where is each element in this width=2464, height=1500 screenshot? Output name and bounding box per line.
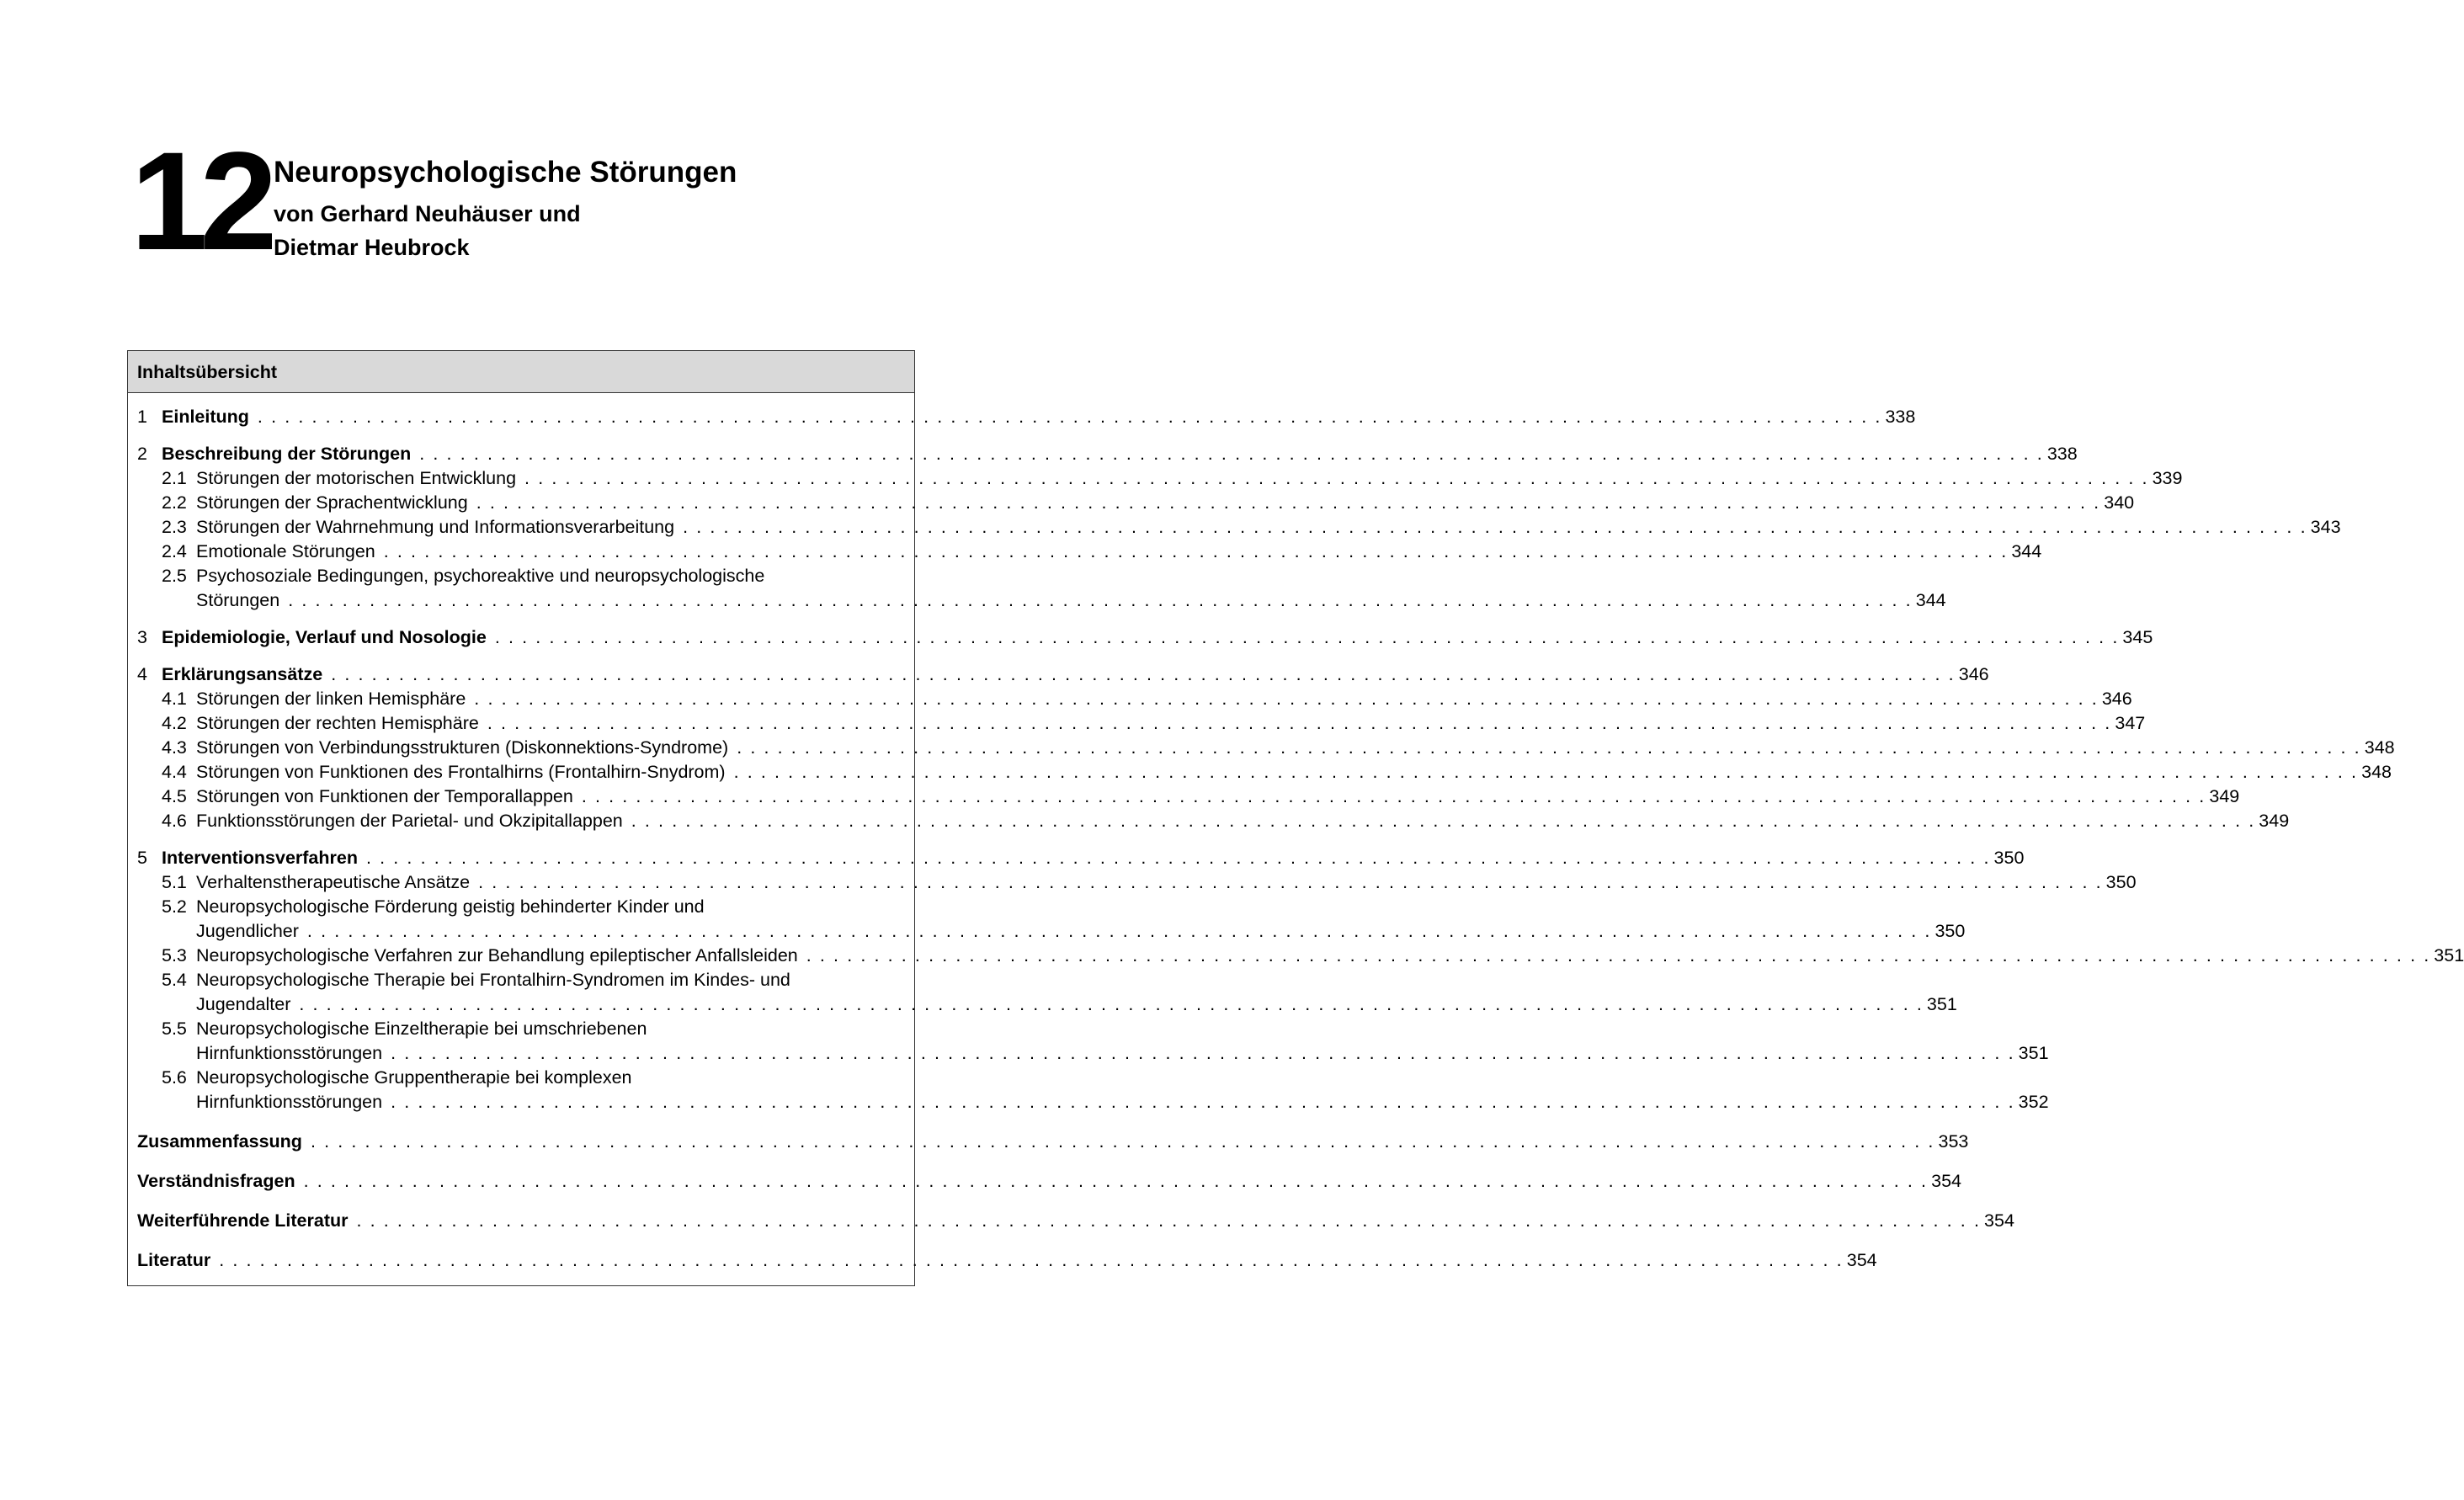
toc-entry-label-continued: Jugendalter — [196, 994, 291, 1014]
toc-entry[interactable] — [137, 1209, 2014, 1233]
toc-entry-label: Neuropsychologische Gruppentherapie bei komplexen — [196, 1067, 632, 1088]
toc-entry-label: Funktionsstörungen der Parietal- und Okzipitallappen — [196, 811, 623, 831]
toc-entry[interactable] — [137, 785, 2240, 809]
toc-entry-page: 340 — [2104, 492, 2135, 513]
toc-entry-number: 4.1 — [162, 689, 187, 709]
toc-leader-dots: . . . . . . . . . . . . . . . . . . . . . . . . . . . . . . . . . . . . . . . . . . . . . . . . . . . . . . . . . . . . . . . . . . . . . . . . . . . . . . . . . . . . . . . . . . . . . . . . . . . . . . . . . . . . . . . . . . . . . . . . — [306, 921, 1932, 941]
toc-gap — [137, 1114, 902, 1130]
authors-line-1: von Gerhard Neuhäuser und — [274, 201, 581, 226]
toc-entry-label: Zusammenfassung — [137, 1131, 302, 1152]
toc-entry-page: 351 — [2018, 1043, 2049, 1063]
toc-entry-label: Störungen der linken Hemisphäre — [196, 689, 466, 709]
toc-entry-number: 4.4 — [162, 762, 187, 782]
toc-leader-dots: . . . . . . . . . . . . . . . . . . . . . . . . . . . . . . . . . . . . . . . . . . . . . . . . . . . . . . . . . . . . . . . . . . . . . . . . . . . . . . . . . . . . . . . . . . . . . . . . . . . . . . . . . . . . . . . . . . . . . . . . — [257, 407, 1882, 427]
toc-entry-label: Beschreibung der Störungen — [162, 444, 412, 464]
toc-entry-label: Verständnisfragen — [137, 1171, 295, 1191]
toc-leader-dots: . . . . . . . . . . . . . . . . . . . . . . . . . . . . . . . . . . . . . . . . . . . . . . . . . . . . . . . . . . . . . . . . . . . . . . . . . . . . . . . . . . . . . . . . . . . . . . . . . . . . . . . . . . . . . . . . . . . . . . . . — [733, 762, 2359, 782]
toc-entry-number: 2.1 — [162, 468, 187, 488]
chapter-authors — [274, 197, 947, 264]
toc-entry[interactable] — [137, 1066, 902, 1090]
toc-leader-dots: . . . . . . . . . . . . . . . . . . . . . . . . . . . . . . . . . . . . . . . . . . . . . . . . . . . . . . . . . . . . . . . . . . . . . . . . . . . . . . . . . . . . . . . . . . . . . . . . . . . . . . . . . . . . . . . . . . . . . . . . — [310, 1131, 1935, 1152]
toc-entry-page: 347 — [2115, 713, 2146, 733]
toc-leader-dots: . . . . . . . . . . . . . . . . . . . . . . . . . . . . . . . . . . . . . . . . . . . . . . . . . . . . . . . . . . . . . . . . . . . . . . . . . . . . . . . . . . . . . . . . . . . . . . . . . . . . . . . . . . . . . . . . . . . . . . . . — [631, 811, 2256, 831]
toc-entry-label: Interventionsverfahren — [162, 848, 358, 868]
toc-entry-number: 2.2 — [162, 492, 187, 513]
toc-entry[interactable] — [137, 564, 902, 588]
toc-entry-label: Einleitung — [162, 407, 249, 427]
toc-entry-page: 339 — [2152, 468, 2183, 488]
toc-entry[interactable] — [137, 442, 2078, 466]
toc-leader-dots: . . . . . . . . . . . . . . . . . . . . . . . . . . . . . . . . . . . . . . . . . . . . . . . . . . . . . . . . . . . . . . . . . . . . . . . . . . . . . . . . . . . . . . . . . . . . . . . . . . . . . . . . . . . . . . . . . . . . . . . . — [476, 492, 2101, 513]
toc-leader-dots: . . . . . . . . . . . . . . . . . . . . . . . . . . . . . . . . . . . . . . . . . . . . . . . . . . . . . . . . . . . . . . . . . . . . . . . . . . . . . . . . . . . . . . . . . . . . . . . . . . . . . . . . . . . . . . . . . . . . . . . . — [365, 848, 1991, 868]
toc-entry-number: 2.4 — [162, 541, 187, 561]
toc-entry-continuation[interactable] — [137, 1041, 2049, 1066]
toc-entry-number: 5.3 — [162, 945, 187, 965]
toc-leader-dots: . . . . . . . . . . . . . . . . . . . . . . . . . . . . . . . . . . . . . . . . . . . . . . . . . . . . . . . . . . . . . . . . . . . . . . . . . . . . . . . . . . . . . . . . . . . . . . . . . . . . . . . . . . . . . . . . . . . . . . . . — [494, 627, 2120, 647]
toc-leader-dots: . . . . . . . . . . . . . . . . . . . . . . . . . . . . . . . . . . . . . . . . . . . . . . . . . . . . . . . . . . . . . . . . . . . . . . . . . . . . . . . . . . . . . . . . . . . . . . . . . . . . . . . . . . . . . . . . . . . . . . . . — [219, 1250, 1844, 1270]
toc-entry-page: 354 — [1846, 1250, 1877, 1270]
toc-entry-number: 5.2 — [162, 896, 187, 917]
toc-leader-dots: . . . . . . . . . . . . . . . . . . . . . . . . . . . . . . . . . . . . . . . . . . . . . . . . . . . . . . . . . . . . . . . . . . . . . . . . . . . . . . . . . . . . . . . . . . . . . . . . . . . . . . . . . . . . . . . . . . . . . . . . — [419, 444, 2044, 464]
toc-entry[interactable] — [137, 1169, 1962, 1194]
toc-entry-number: 4 — [137, 664, 147, 684]
toc-leader-dots: . . . . . . . . . . . . . . . . . . . . . . . . . . . . . . . . . . . . . . . . . . . . . . . . . . . . . . . . . . . . . . . . . . . . . . . . . . . . . . . . . . . . . . . . . . . . . . . . . . . . . . . . . . . . . . . . . . . . . . . . — [524, 468, 2149, 488]
toc-entry-number: 4.5 — [162, 786, 187, 806]
toc-entry[interactable] — [137, 895, 902, 919]
toc-entry-page: 353 — [1938, 1131, 1969, 1152]
toc-header: Inhaltsübersicht — [128, 351, 914, 393]
toc-entry-number: 4.2 — [162, 713, 187, 733]
toc-leader-dots: . . . . . . . . . . . . . . . . . . . . . . . . . . . . . . . . . . . . . . . . . . . . . . . . . . . . . . . . . . . . . . . . . . . . . . . . . . . . . . . . . . . . . . . . . . . . . . . . . . . . . . . . . . . . . . . . . . . . . . . . — [331, 664, 1956, 684]
toc-entry-page: 348 — [2364, 737, 2395, 758]
toc-entry-page: 352 — [2018, 1092, 2049, 1112]
authors-line-2: Dietmar Heubrock — [274, 235, 470, 260]
toc-gap — [137, 613, 902, 625]
toc-body — [128, 393, 2464, 1273]
toc-entry-number: 2 — [137, 444, 147, 464]
toc-entry[interactable] — [137, 944, 2464, 968]
toc-entry-label: Neuropsychologische Förderung geistig behinderter Kinder und — [196, 896, 705, 917]
toc-entry-number: 5.4 — [162, 970, 187, 990]
toc-leader-dots: . . . . . . . . . . . . . . . . . . . . . . . . . . . . . . . . . . . . . . . . . . . . . . . . . . . . . . . . . . . . . . . . . . . . . . . . . . . . . . . . . . . . . . . . . . . . . . . . . . . . . . . . . . . . . . . . . . . . . . . . — [303, 1171, 1929, 1191]
toc-entry-label: Erklärungsansätze — [162, 664, 323, 684]
toc-entry-continuation[interactable] — [137, 919, 1966, 944]
toc-entry-label: Weiterführende Literatur — [137, 1210, 349, 1231]
toc-leader-dots: . . . . . . . . . . . . . . . . . . . . . . . . . . . . . . . . . . . . . . . . . . . . . . . . . . . . . . . . . . . . . . . . . . . . . . . . . . . . . . . . . . . . . . . . . . . . . . . . . . . . . . . . . . . . . . . . . . . . . . . . — [299, 994, 1924, 1014]
toc-entry-number: 5.6 — [162, 1067, 187, 1088]
toc-gap — [137, 650, 902, 662]
toc-entry[interactable] — [137, 625, 2153, 650]
toc-entry[interactable] — [137, 711, 2146, 736]
toc-entry-label: Neuropsychologische Verfahren zur Behandlung epileptischer Anfallsleiden — [196, 945, 798, 965]
toc-entry[interactable] — [137, 466, 2183, 491]
toc-leader-dots: . . . . . . . . . . . . . . . . . . . . . . . . . . . . . . . . . . . . . . . . . . . . . . . . . . . . . . . . . . . . . . . . . . . . . . . . . . . . . . . . . . . . . . . . . . . . . . . . . . . . . . . . . . . . . . . . . . . . . . . . — [581, 786, 2206, 806]
toc-entry-label: Verhaltenstherapeutische Ansätze — [196, 872, 471, 892]
chapter-title: Neuropsychologische Störungen — [274, 156, 737, 189]
toc-entry-page: 354 — [1984, 1210, 2014, 1231]
toc-entry-label: Epidemiologie, Verlauf und Nosologie — [162, 627, 487, 647]
toc-entry-label: Neuropsychologische Therapie bei Frontalhirn-Syndromen im Kindes- und — [196, 970, 790, 990]
toc-entry[interactable] — [137, 809, 2290, 833]
toc-entry-label: Störungen der rechten Hemisphäre — [196, 713, 479, 733]
toc-entry-label: Emotionale Störungen — [196, 541, 375, 561]
toc-entry[interactable] — [137, 760, 2392, 785]
toc-entry[interactable] — [137, 687, 2132, 711]
toc-gap — [137, 1154, 902, 1169]
toc-leader-dots: . . . . . . . . . . . . . . . . . . . . . . . . . . . . . . . . . . . . . . . . . . . . . . . . . . . . . . . . . . . . . . . . . . . . . . . . . . . . . . . . . . . . . . . . . . . . . . . . . . . . . . . . . . . . . . . . . . . . . . . . — [383, 541, 2009, 561]
toc-leader-dots: . . . . . . . . . . . . . . . . . . . . . . . . . . . . . . . . . . . . . . . . . . . . . . . . . . . . . . . . . . . . . . . . . . . . . . . . . . . . . . . . . . . . . . . . . . . . . . . . . . . . . . . . . . . . . . . . . . . . . . . . — [288, 590, 1913, 610]
toc-entry-page: 351 — [1926, 994, 1957, 1014]
toc-leader-dots: . . . . . . . . . . . . . . . . . . . . . . . . . . . . . . . . . . . . . . . . . . . . . . . . . . . . . . . . . . . . . . . . . . . . . . . . . . . . . . . . . . . . . . . . . . . . . . . . . . . . . . . . . . . . . . . . . . . . . . . . — [487, 713, 2112, 733]
toc-gap — [137, 1233, 902, 1248]
toc-entry[interactable] — [137, 1017, 902, 1041]
toc-entry-page: 343 — [2310, 517, 2341, 537]
toc-entry-number: 3 — [137, 627, 147, 647]
toc-entry[interactable] — [137, 968, 902, 992]
toc-entry-label: Störungen von Funktionen der Temporallappen — [196, 786, 573, 806]
toc-entry-continuation[interactable] — [137, 992, 1957, 1017]
toc-entry[interactable] — [137, 515, 2341, 540]
toc-entry-label: Störungen von Funktionen des Frontalhirns (Frontalhirn-Snydrom) — [196, 762, 726, 782]
toc-leader-dots: . . . . . . . . . . . . . . . . . . . . . . . . . . . . . . . . . . . . . . . . . . . . . . . . . . . . . . . . . . . . . . . . . . . . . . . . . . . . . . . . . . . . . . . . . . . . . . . . . . . . . . . . . . . . . . . . . . . . . . . . — [356, 1210, 1982, 1231]
toc-entry-label-continued: Hirnfunktionsstörungen — [196, 1043, 383, 1063]
toc-entry-page: 351 — [2434, 945, 2464, 965]
chapter-number: 12 — [130, 124, 269, 279]
toc-entry-continuation[interactable] — [137, 1090, 2049, 1114]
toc-entry-page: 348 — [2361, 762, 2392, 782]
toc-entry-page: 349 — [2209, 786, 2240, 806]
toc-entry[interactable] — [137, 846, 2025, 870]
table-of-contents — [127, 350, 2464, 1286]
toc-entry-page: 350 — [2105, 872, 2137, 892]
toc-leader-dots: . . . . . . . . . . . . . . . . . . . . . . . . . . . . . . . . . . . . . . . . . . . . . . . . . . . . . . . . . . . . . . . . . . . . . . . . . . . . . . . . . . . . . . . . . . . . . . . . . . . . . . . . . . . . . . . . . . . . . . . . — [806, 945, 2431, 965]
toc-entry-page: 350 — [1993, 848, 2025, 868]
toc-gap — [137, 833, 902, 846]
toc-entry[interactable] — [137, 1130, 1969, 1154]
toc-gap — [137, 1194, 902, 1209]
toc-leader-dots: . . . . . . . . . . . . . . . . . . . . . . . . . . . . . . . . . . . . . . . . . . . . . . . . . . . . . . . . . . . . . . . . . . . . . . . . . . . . . . . . . . . . . . . . . . . . . . . . . . . . . . . . . . . . . . . . . . . . . . . . — [478, 872, 2103, 892]
toc-entry-number: 4.3 — [162, 737, 187, 758]
toc-entry-continuation[interactable] — [137, 588, 1946, 613]
toc-entry-label-continued: Hirnfunktionsstörungen — [196, 1092, 383, 1112]
toc-gap — [137, 429, 902, 442]
toc-entry-page: 346 — [1958, 664, 1989, 684]
toc-entry-number: 5.5 — [162, 1019, 187, 1039]
toc-entry[interactable] — [137, 1248, 1877, 1273]
toc-leader-dots: . . . . . . . . . . . . . . . . . . . . . . . . . . . . . . . . . . . . . . . . . . . . . . . . . . . . . . . . . . . . . . . . . . . . . . . . . . . . . . . . . . . . . . . . . . . . . . . . . . . . . . . . . . . . . . . . . . . . . . . . — [391, 1043, 2015, 1063]
toc-entry[interactable] — [137, 870, 2137, 895]
toc-entry-number: 1 — [137, 407, 147, 427]
toc-entry-label: Störungen der motorischen Entwicklung — [196, 468, 517, 488]
toc-entry-number: 2.5 — [162, 566, 187, 586]
toc-entry-page: 350 — [1934, 921, 1966, 941]
toc-leader-dots: . . . . . . . . . . . . . . . . . . . . . . . . . . . . . . . . . . . . . . . . . . . . . . . . . . . . . . . . . . . . . . . . . . . . . . . . . . . . . . . . . . . . . . . . . . . . . . . . . . . . . . . . . . . . . . . . . . . . . . . . — [737, 737, 2361, 758]
toc-entry-label: Störungen der Wahrnehmung und Informationsverarbeitung — [196, 517, 675, 537]
toc-entry-label-continued: Störungen — [196, 590, 280, 610]
toc-entry[interactable] — [137, 491, 2135, 515]
toc-entry-page: 345 — [2122, 627, 2153, 647]
toc-entry-number: 5 — [137, 848, 147, 868]
toc-leader-dots: . . . . . . . . . . . . . . . . . . . . . . . . . . . . . . . . . . . . . . . . . . . . . . . . . . . . . . . . . . . . . . . . . . . . . . . . . . . . . . . . . . . . . . . . . . . . . . . . . . . . . . . . . . . . . . . . . . . . . . . . — [474, 689, 2099, 709]
toc-entry-label: Literatur — [137, 1250, 211, 1270]
toc-entry[interactable] — [137, 736, 2395, 760]
toc-entry-page: 349 — [2259, 811, 2290, 831]
toc-entry-page: 344 — [1915, 590, 1946, 610]
toc-entry-page: 338 — [1885, 407, 1916, 427]
toc-leader-dots: . . . . . . . . . . . . . . . . . . . . . . . . . . . . . . . . . . . . . . . . . . . . . . . . . . . . . . . . . . . . . . . . . . . . . . . . . . . . . . . . . . . . . . . . . . . . . . . . . . . . . . . . . . . . . . . . . . . . . . . . — [683, 517, 2307, 537]
toc-entry-label: Neuropsychologische Einzeltherapie bei umschriebenen — [196, 1019, 647, 1039]
toc-leader-dots: . . . . . . . . . . . . . . . . . . . . . . . . . . . . . . . . . . . . . . . . . . . . . . . . . . . . . . . . . . . . . . . . . . . . . . . . . . . . . . . . . . . . . . . . . . . . . . . . . . . . . . . . . . . . . . . . . . . . . . . . — [391, 1092, 2015, 1112]
toc-entry[interactable] — [137, 662, 1989, 687]
toc-entry-number: 5.1 — [162, 872, 187, 892]
toc-entry-label: Störungen der Sprachentwicklung — [196, 492, 468, 513]
toc-entry-page: 338 — [2046, 444, 2078, 464]
toc-entry-number: 2.3 — [162, 517, 187, 537]
toc-entry-label: Psychosoziale Bedingungen, psychoreaktive und neuropsychologische — [196, 566, 765, 586]
toc-entry-page: 344 — [2011, 541, 2042, 561]
toc-entry-label-continued: Jugendlicher — [196, 921, 299, 941]
toc-entry[interactable] — [137, 540, 2042, 564]
toc-entry[interactable] — [137, 405, 1916, 429]
toc-entry-label: Störungen von Verbindungsstrukturen (Diskonnektions-Syndrome) — [196, 737, 729, 758]
toc-entry-page: 354 — [1931, 1171, 1962, 1191]
toc-entry-page: 346 — [2101, 689, 2132, 709]
toc-entry-number: 4.6 — [162, 811, 187, 831]
